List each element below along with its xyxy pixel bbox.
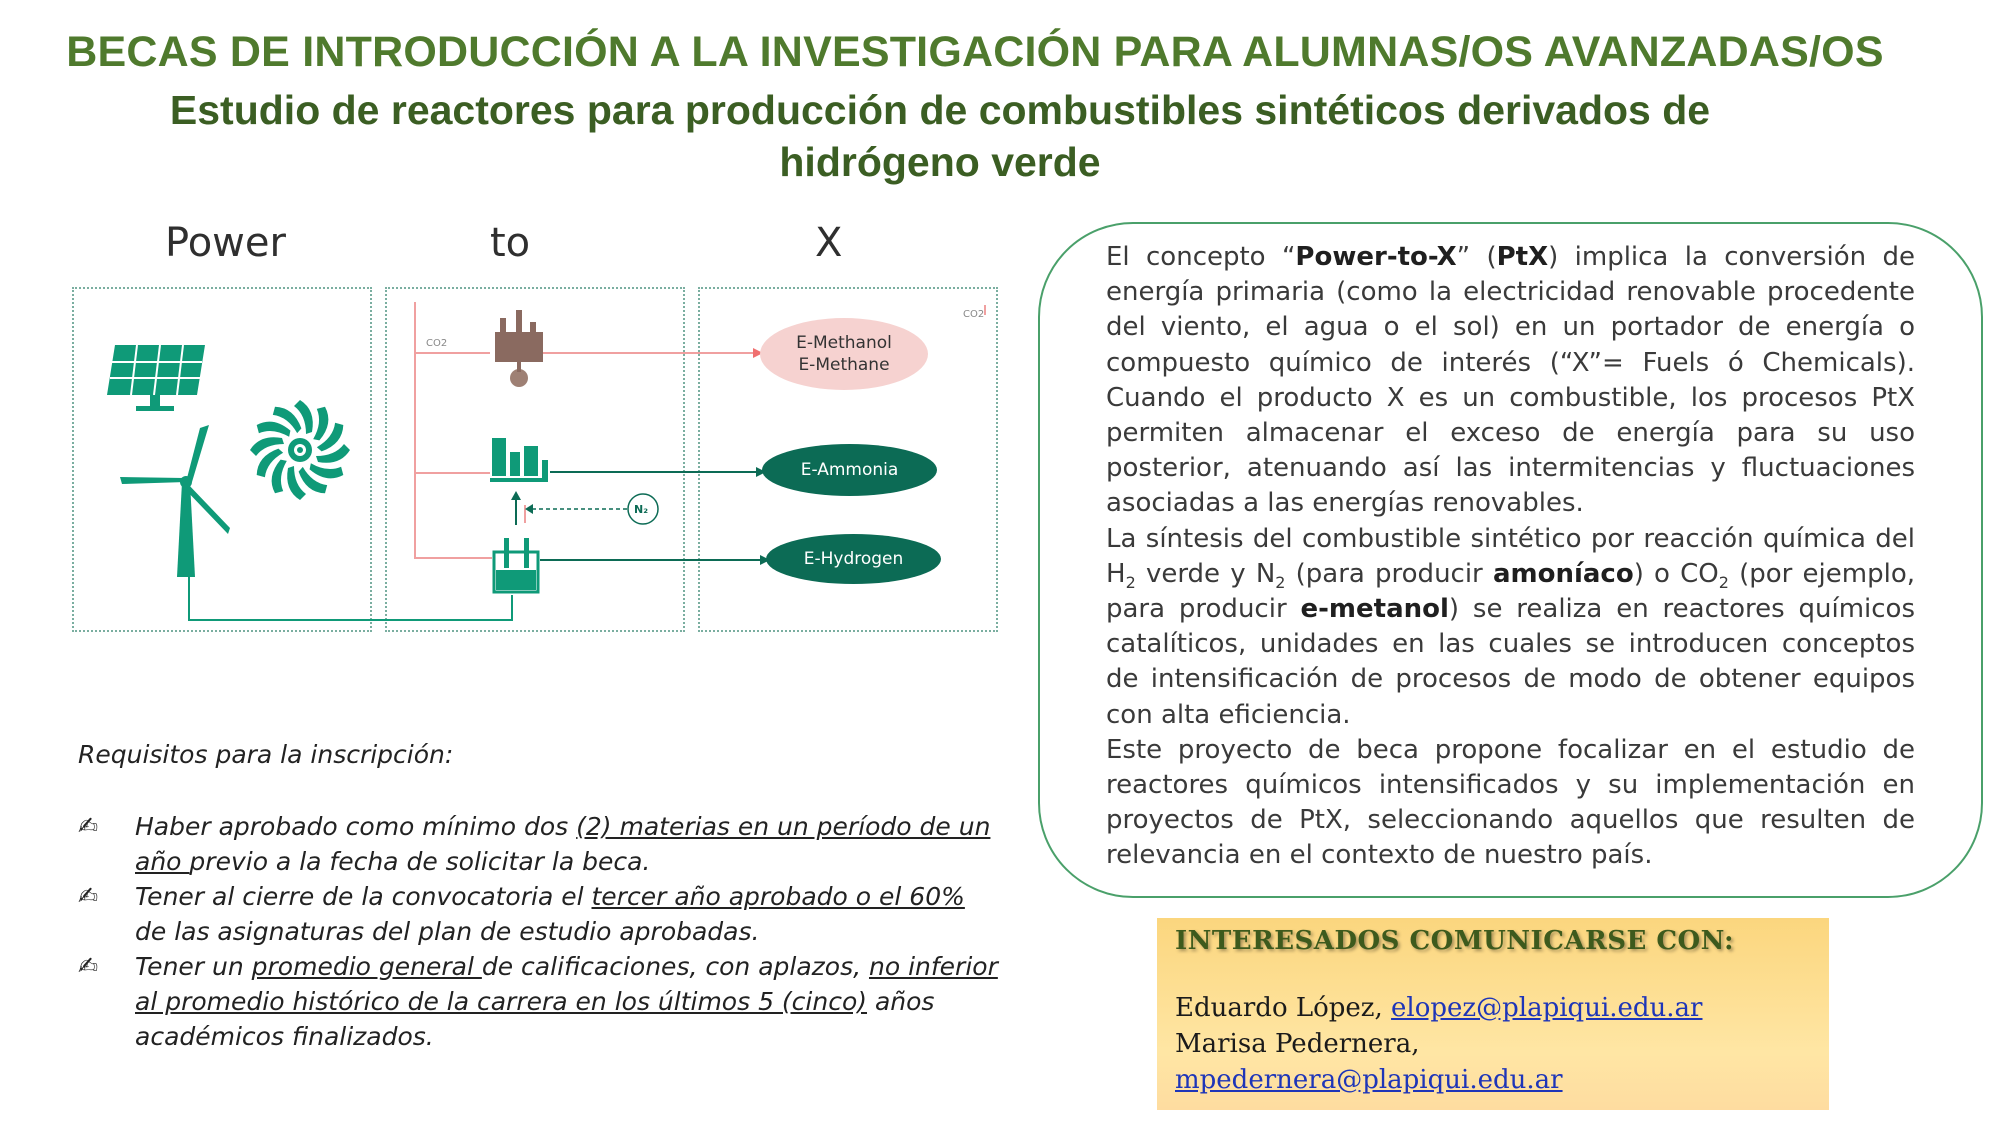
p1-e: ) implica la conversión de energía primaria (como la electricidad renovable procedente del viento, el agua o el sol) en un portador de energía o compuesto químico de interés (“X”= Fuels ó Chemicals). Cuando el producto X es un combustible, los procesos PtX permiten almacenar el exceso de energía para su uso posterior, atenuando así las intermitencias y fluctuaciones asociadas a las energías renovables. [1106,242,1916,519]
co2-label-right: CO2 [963,309,985,320]
p2-e-metanol: e-metanol [1300,594,1449,625]
oval-hydrogen [766,534,941,584]
wind-turbine-icon [120,425,230,577]
subtitle-line-2: hidrógeno verde [779,139,1101,185]
p2-b: verde y N [1135,558,1276,589]
contact-person-1: Eduardo López, [1175,993,1392,1023]
electrolyzer-icon [494,538,538,592]
power-feed-line [189,577,512,620]
description-paragraph-2 [1106,522,1915,733]
req1-text-c: previo a la fecha de solicitar la beca. [189,847,651,876]
requirement-item [78,879,998,949]
label-to: to [490,220,531,266]
req2-text-a: Tener al cierre de la convocatoria el [135,882,592,911]
writing-hand-icon: ✍ [78,882,99,910]
req3-text-e: años académicos finalizados. [135,987,935,1051]
p2-sub-1: 2 [1125,573,1136,593]
p1-c: ” ( [1456,242,1497,272]
p2-f: (por ejemplo, para producir [1106,558,1916,625]
req1-text-a: Haber aprobado como mínimo dos [135,812,577,841]
n2-arrow-head [525,504,533,514]
p2-c: (para producir [1285,558,1493,589]
req2-text-c: de las asignaturas del plan de estudio aprobadas. [135,917,760,946]
subtitle-line-1: Estudio de reactores para producción de combustibles sintéticos derivados de [169,87,1711,133]
p1-power-to-x: Power-to-X [1295,242,1457,272]
req3-text-b: promedio general [251,952,482,981]
requirements-title: Requisitos para la inscripción: [78,740,454,769]
req1-text-b: (2) materias en un período de un año [135,812,991,876]
ammonia-plant-icon [490,438,548,482]
description-paragraph-3: Este proyecto de beca propone focalizar en el estudio de reactores químicos intensificados y su implementación en proyectos de PtX, seleccionando aquellos que resulten de relevancia en el contexto de nuestro país. [1106,734,1915,871]
req3-text-c: de calificaciones, con aplazos, [481,952,869,981]
p2-a: La síntesis del combustible sintético por reacción química del H [1106,523,1915,589]
description-box [1038,222,1983,898]
co2-label-left: CO2 [426,338,448,349]
factory-icon [495,310,543,387]
label-x: X [815,220,843,266]
description-paragraph-1 [1106,240,1915,522]
hydrogen-to-ammonia-arrow [511,491,521,500]
output-methane: E-Methane [798,355,890,375]
output-methanol: E-Methanol [796,333,892,353]
requirements-section [78,740,998,1054]
contact-person-2: Marisa Pedernera, [1175,1029,1420,1059]
contact-box [1157,918,1829,1110]
page-title: BECAS DE INTRODUCCIÓN A LA INVESTIGACIÓN PARA ALUMNAS/OS AVANZADAS/OS [66,28,1884,76]
p2-h: ) se realiza en reactores químicos catalíticos, unidades en las cuales se introducen conceptos de intensificación de procesos de modo de obtener equipos con alta eficiencia. [1106,594,1915,730]
req2-text-b: tercer año aprobado o el 60% [591,882,965,911]
contact-line-1 [1175,990,1811,1026]
req3-text-d: no inferior al promedio histórico de la carrera en los últimos 5 (cinco) [135,952,998,1016]
power-to-x-diagram [70,220,1000,645]
hydro-turbine-icon [250,400,350,500]
p2-sub-3: 2 [1718,573,1729,593]
req3-text-a: Tener un [135,952,252,981]
p1-ptx: PtX [1496,242,1549,272]
p2-sub-2: 2 [1275,573,1286,593]
contact-email-1-link[interactable]: elopez@plapiqui.edu.ar [1391,993,1703,1023]
p1-a: El concepto “ [1106,242,1296,272]
p2-amoniaco: amoníaco [1492,558,1634,589]
p2-e: ) o CO [1633,558,1719,589]
requirement-item [78,949,998,1054]
oval-ammonia [762,444,937,496]
contact-line-2 [1175,1026,1811,1098]
label-power: Power [165,220,286,266]
requirement-item [78,809,998,879]
output-hydrogen: E-Hydrogen [803,549,904,569]
writing-hand-icon: ✍ [78,812,99,840]
n2-label: N₂ [634,503,649,516]
contact-email-2-link[interactable]: mpedernera@plapiqui.edu.ar [1175,1065,1563,1095]
output-ammonia: E-Ammonia [800,460,899,480]
solar-panel-icon [107,345,205,411]
writing-hand-icon: ✍ [78,952,99,980]
contact-title: INTERESADOS COMUNICARSE CON: [1175,926,1735,956]
page-subtitle [140,84,1740,188]
oval-methanol-methane [760,318,928,390]
